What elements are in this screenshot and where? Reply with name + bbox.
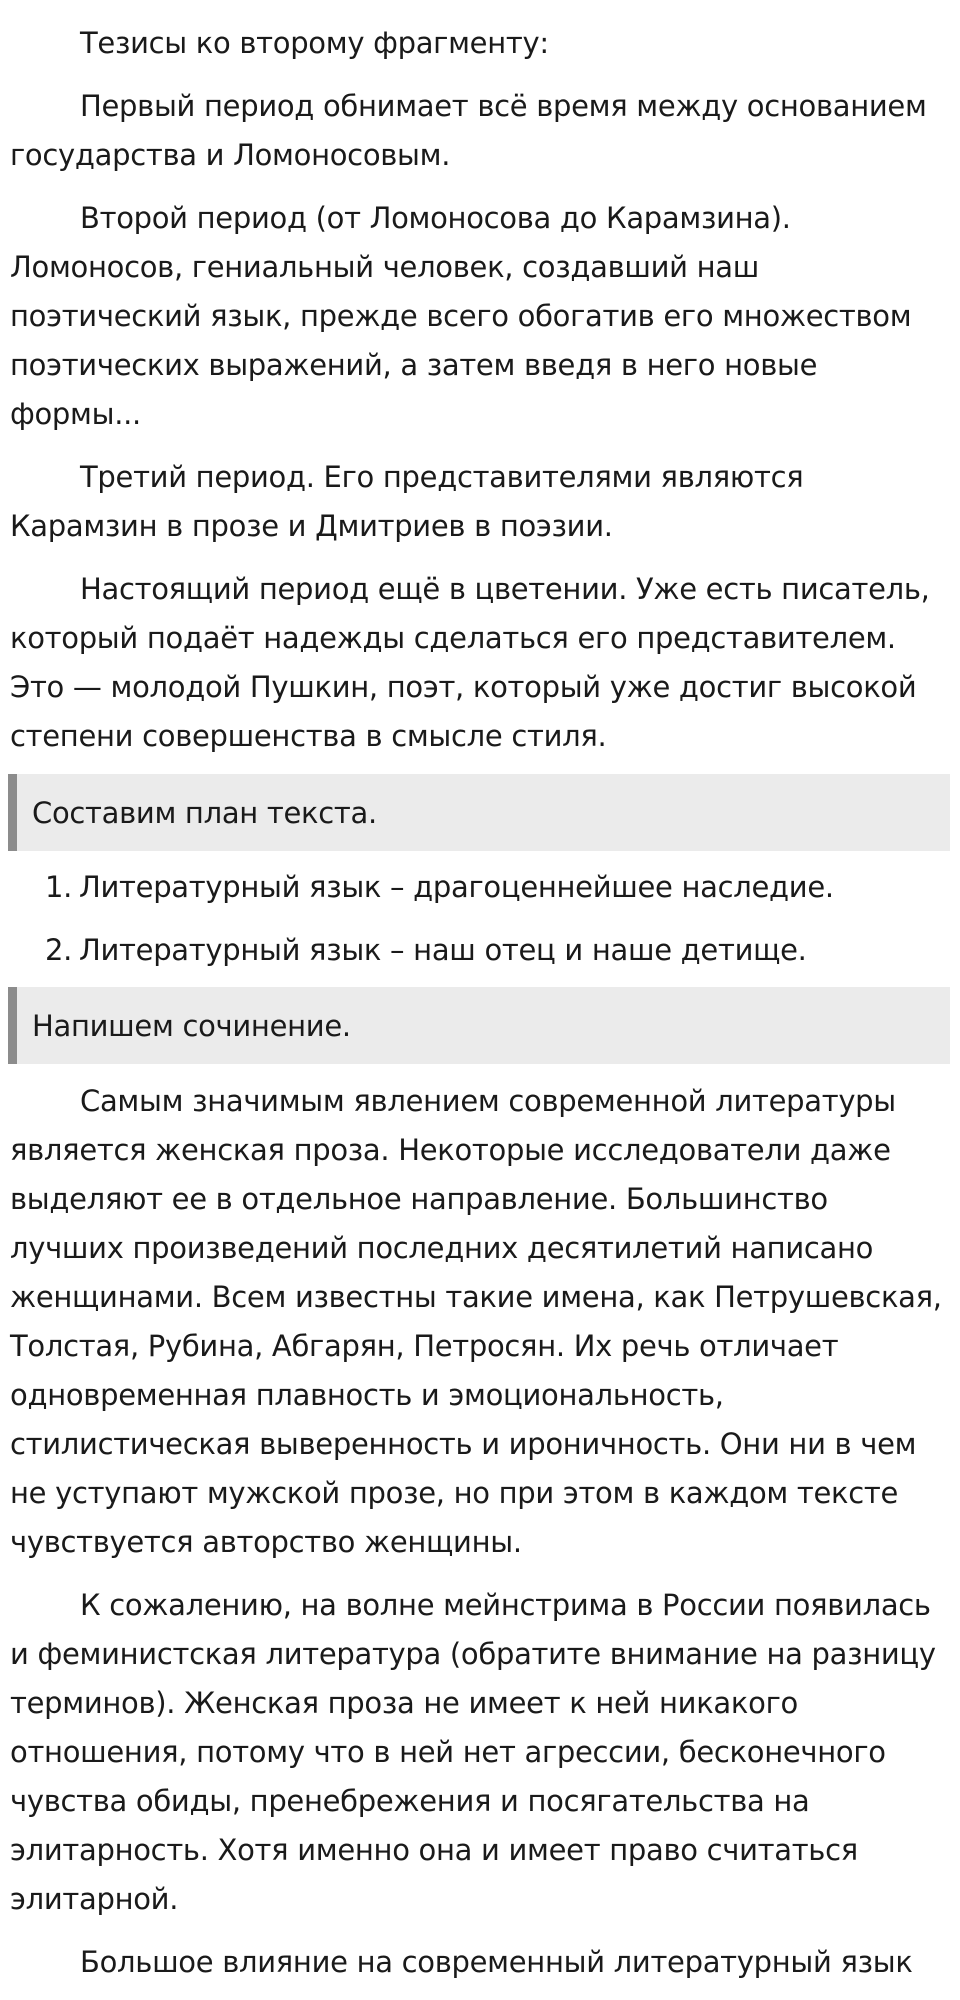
plan-item-2-number: 2. xyxy=(45,933,73,967)
paragraph-period-1: Первый период обнимает всё время между основанием государства и Ломоносовым. xyxy=(10,89,927,172)
plan-item-2-text: Литературный язык – наш отец и наше детище. xyxy=(79,933,807,967)
section-heading-essay xyxy=(8,987,950,1064)
plan-list xyxy=(10,863,950,975)
section-heading-essay-label: Напишем сочинение. xyxy=(32,1008,351,1043)
plan-item-1-number: 1. xyxy=(45,870,73,904)
essay-paragraph-1: Самым значимым явлением современной литературы является женская проза. Некоторые исследователи даже выделяют ее в отдельное направление. Большинство лучших произведений последних десятилетий написано женщинами. Всем известны такие имена, как Петрушевская, Толстая, Рубина, Абгарян, Петросян. Их речь отличает одновременная плавность и эмоциональность, стилистическая выверенность и ироничность. Они ни в чем не уступают мужской прозе, но при этом в каждом тексте чувствуется авторство женщины. xyxy=(10,1084,942,1559)
plan-item-1 xyxy=(10,863,950,912)
paragraph-period-3: Третий период. Его представителями являются Карамзин в прозе и Дмитриев в поэзии. xyxy=(10,460,804,543)
plan-item-2 xyxy=(10,926,950,975)
essay-paragraph-2: К сожалению, на волне мейнстрима в России появилась и феминистская литература (обратите внимание на разницу терминов). Женская проза не имеет к ней никакого отношения, потому что в ней нет агрессии, бесконечного чувства обиды, пренебрежения и посягательства на элитарность. Хотя именно она и имеет право считаться элитарной. xyxy=(10,1588,936,1916)
plan-item-1-text: Литературный язык – драгоценнейшее наследие. xyxy=(79,870,834,904)
section-heading-plan-label: Составим план текста. xyxy=(32,795,377,830)
section-heading-plan xyxy=(8,774,950,851)
paragraph-period-2: Второй период (от Ломоносова до Карамзина). Ломоносов, гениальный человек, создавший наш поэтический язык, прежде всего обогатив его множеством поэтических выражений, а затем введя в него новые формы... xyxy=(10,201,912,431)
document-body xyxy=(10,0,950,1987)
paragraph-period-current: Настоящий период ещё в цветении. Уже есть писатель, который подаёт надежды сделаться его представителем. Это — молодой Пушкин, поэт, который уже достиг высокой степени совершенства в смысле стиля. xyxy=(10,572,930,753)
essay-paragraph-3: Большое влияние на современный литературный язык xyxy=(80,1945,913,1979)
thesis-heading: Тезисы ко второму фрагменту: xyxy=(80,26,549,60)
